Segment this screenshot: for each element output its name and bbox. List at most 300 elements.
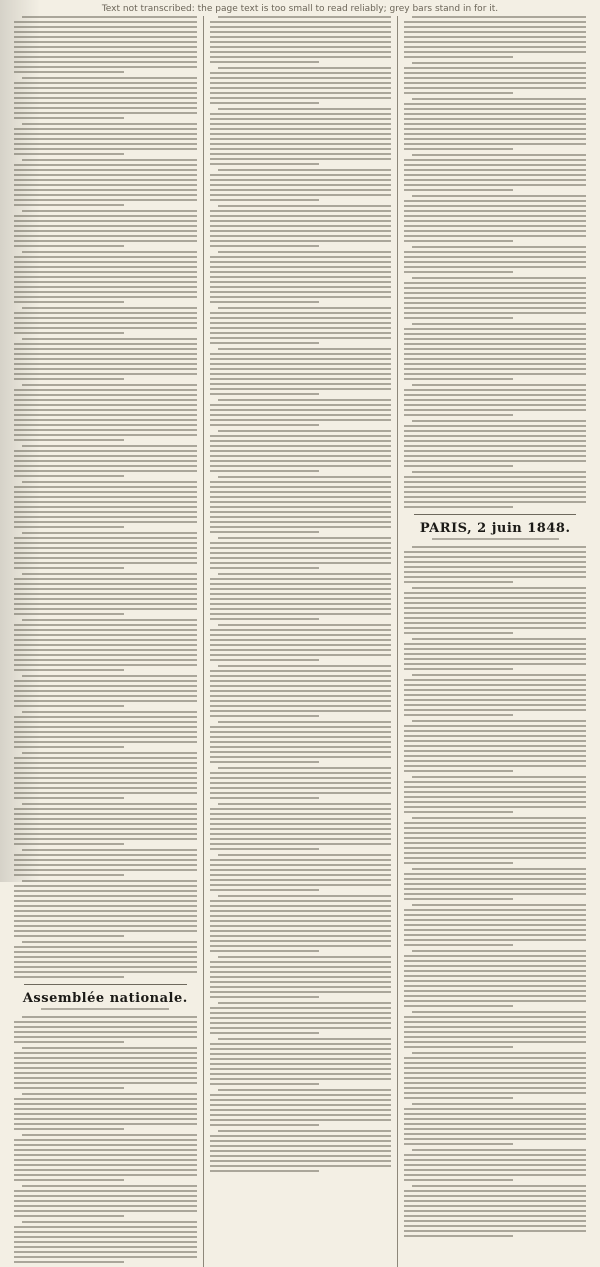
- text-block: [14, 1185, 197, 1217]
- text-line-placeholder: [14, 680, 197, 682]
- text-line-placeholder: [210, 271, 392, 273]
- text-line-placeholder: [22, 711, 197, 713]
- text-line-placeholder: [412, 246, 586, 248]
- text-block: [404, 195, 586, 242]
- text-line-placeholder: [404, 888, 586, 890]
- text-line-placeholder: [404, 862, 513, 864]
- text-line-placeholder: [210, 404, 392, 406]
- text-line-placeholder: [22, 1134, 197, 1136]
- text-line-placeholder: [14, 920, 197, 922]
- text-line-placeholder: [210, 337, 392, 339]
- text-line-placeholder: [210, 1150, 392, 1152]
- text-line-placeholder: [14, 276, 197, 278]
- section-heading-paris: PARIS, 2 juin 1848.: [419, 521, 571, 536]
- text-line-placeholder: [210, 199, 319, 201]
- text-line-placeholder: [404, 801, 586, 803]
- text-line-placeholder: [14, 854, 197, 856]
- text-line-placeholder: [210, 961, 392, 963]
- text-line-placeholder: [210, 163, 319, 165]
- text-line-placeholder: [14, 327, 197, 329]
- text-line-placeholder: [14, 41, 197, 43]
- text-line-placeholder: [14, 721, 197, 723]
- text-line-placeholder: [404, 914, 586, 916]
- text-line-placeholder: [14, 562, 197, 564]
- text-line-placeholder: [210, 813, 392, 815]
- text-line-placeholder: [404, 765, 586, 767]
- text-line-placeholder: [14, 521, 197, 523]
- text-line-placeholder: [404, 450, 586, 452]
- text-line-placeholder: [210, 1109, 392, 1111]
- text-line-placeholder: [404, 1087, 586, 1089]
- text-line-placeholder: [218, 1130, 392, 1132]
- text-block: [14, 532, 197, 569]
- text-line-placeholder: [210, 240, 392, 242]
- text-line-placeholder: [14, 578, 197, 580]
- text-line-placeholder: [404, 602, 586, 604]
- text-line-placeholder: [210, 92, 392, 94]
- text-line-placeholder: [210, 1099, 392, 1101]
- text-line-placeholder: [14, 439, 124, 441]
- text-line-placeholder: [412, 546, 586, 548]
- text-line-placeholder: [404, 287, 586, 289]
- text-line-placeholder: [210, 1048, 392, 1050]
- text-line-placeholder: [14, 496, 197, 498]
- text-line-placeholder: [14, 629, 197, 631]
- text-line-placeholder: [412, 638, 586, 640]
- text-line-placeholder: [14, 1123, 197, 1125]
- text-line-placeholder: [404, 970, 586, 972]
- text-line-placeholder: [14, 143, 197, 145]
- text-line-placeholder: [404, 1210, 586, 1212]
- text-line-placeholder: [210, 1114, 392, 1116]
- text-line-placeholder: [404, 1072, 586, 1074]
- text-line-placeholder: [404, 235, 586, 237]
- text-line-placeholder: [404, 653, 586, 655]
- text-line-placeholder: [14, 900, 197, 902]
- text-line-placeholder: [14, 378, 124, 380]
- text-line-placeholder: [210, 87, 392, 89]
- text-line-placeholder: [210, 1078, 392, 1080]
- text-block: [14, 159, 197, 206]
- text-block: [14, 1221, 197, 1263]
- text-line-placeholder: [412, 384, 586, 386]
- text-line-placeholder: [404, 302, 586, 304]
- text-line-placeholder: [210, 905, 392, 907]
- section-heading-assembly: Assemblée nationale.: [22, 991, 188, 1006]
- text-line-placeholder: [404, 261, 586, 263]
- text-line-placeholder: [404, 210, 586, 212]
- text-line-placeholder: [412, 868, 586, 870]
- text-line-placeholder: [404, 1235, 513, 1237]
- text-line-placeholder: [404, 128, 586, 130]
- text-line-placeholder: [210, 220, 392, 222]
- text-line-placeholder: [210, 690, 392, 692]
- text-block: [14, 77, 197, 119]
- text-line-placeholder: [404, 164, 586, 166]
- text-line-placeholder: [14, 1231, 197, 1233]
- text-line-placeholder: [210, 1027, 392, 1029]
- text-line-placeholder: [404, 929, 586, 931]
- text-line-placeholder: [210, 481, 392, 483]
- text-line-placeholder: [14, 261, 197, 263]
- text-line-placeholder: [210, 649, 392, 651]
- text-line-placeholder: [210, 1053, 392, 1055]
- text-line-placeholder: [404, 883, 586, 885]
- text-line-placeholder: [210, 874, 392, 876]
- text-line-placeholder: [210, 680, 392, 682]
- text-line-placeholder: [14, 404, 197, 406]
- text-line-placeholder: [210, 593, 392, 595]
- text-line-placeholder: [404, 980, 586, 982]
- text-line-placeholder: [14, 291, 197, 293]
- text-line-placeholder: [210, 552, 392, 554]
- text-line-placeholder: [210, 935, 392, 937]
- text-line-placeholder: [404, 399, 586, 401]
- text-line-placeholder: [210, 1063, 392, 1065]
- text-line-placeholder: [22, 481, 197, 483]
- text-line-placeholder: [210, 700, 392, 702]
- text-block: [210, 307, 392, 344]
- text-line-placeholder: [210, 777, 392, 779]
- text-line-placeholder: [404, 944, 513, 946]
- text-line-placeholder: [14, 174, 197, 176]
- text-line-placeholder: [404, 1031, 586, 1033]
- text-line-placeholder: [404, 1215, 586, 1217]
- text-line-placeholder: [14, 823, 197, 825]
- text-line-placeholder: [14, 1164, 197, 1166]
- text-line-placeholder: [404, 21, 586, 23]
- text-line-placeholder: [14, 486, 197, 488]
- text-line-placeholder: [210, 327, 392, 329]
- text-line-placeholder: [404, 1143, 513, 1145]
- text-line-placeholder: [14, 82, 197, 84]
- text-line-placeholder: [210, 879, 392, 881]
- text-line-placeholder: [404, 806, 586, 808]
- text-line-placeholder: [210, 97, 392, 99]
- text-block: [404, 950, 586, 1007]
- text-line-placeholder: [404, 847, 586, 849]
- text-line-placeholder: [404, 919, 586, 921]
- text-line-placeholder: [14, 859, 197, 861]
- text-line-placeholder: [210, 838, 392, 840]
- text-line-placeholder: [404, 501, 586, 503]
- text-line-placeholder: [14, 639, 197, 641]
- text-line-placeholder: [14, 199, 197, 201]
- text-line-placeholder: [14, 787, 197, 789]
- text-line-placeholder: [14, 332, 124, 334]
- text-line-placeholder: [14, 797, 124, 799]
- text-line-placeholder: [218, 854, 392, 856]
- text-line-placeholder: [404, 842, 586, 844]
- text-line-placeholder: [14, 266, 197, 268]
- text-line-placeholder: [210, 736, 392, 738]
- text-line-placeholder: [412, 420, 586, 422]
- text-line-placeholder: [404, 857, 586, 859]
- text-line-placeholder: [210, 358, 392, 360]
- text-block: [14, 384, 197, 441]
- text-line-placeholder: [22, 619, 197, 621]
- text-line-placeholder: [404, 837, 586, 839]
- text-line-placeholder: [404, 143, 586, 145]
- text-line-placeholder: [14, 608, 197, 610]
- text-line-placeholder: [404, 1159, 586, 1161]
- text-line-placeholder: [14, 976, 124, 978]
- text-line-placeholder: [404, 440, 586, 442]
- text-line-placeholder: [14, 470, 197, 472]
- text-line-placeholder: [14, 695, 197, 697]
- text-line-placeholder: [210, 373, 392, 375]
- text-line-placeholder: [14, 1179, 124, 1181]
- text-line-placeholder: [210, 41, 392, 43]
- text-line-placeholder: [22, 880, 197, 882]
- text-line-placeholder: [210, 828, 392, 830]
- text-block: [14, 803, 197, 845]
- text-line-placeholder: [218, 537, 392, 539]
- text-line-placeholder: [210, 460, 392, 462]
- text-line-placeholder: [14, 399, 197, 401]
- text-line-placeholder: [404, 358, 586, 360]
- text-line-placeholder: [404, 689, 586, 691]
- text-line-placeholder: [210, 889, 319, 891]
- text-line-placeholder: [14, 644, 197, 646]
- text-line-placeholder: [210, 450, 392, 452]
- text-line-placeholder: [404, 1205, 586, 1207]
- text-line-placeholder: [210, 174, 392, 176]
- text-line-placeholder: [404, 985, 586, 987]
- text-line-placeholder: [404, 1164, 586, 1166]
- text-line-placeholder: [14, 1169, 197, 1171]
- text-line-placeholder: [210, 823, 392, 825]
- text-line-placeholder: [14, 117, 124, 119]
- text-block: [14, 1093, 197, 1130]
- text-line-placeholder: [404, 576, 586, 578]
- text-line-placeholder: [14, 762, 197, 764]
- text-line-placeholder: [210, 578, 392, 580]
- text-line-placeholder: [210, 547, 392, 549]
- text-line-placeholder: [14, 1139, 197, 1141]
- text-line-placeholder: [210, 148, 392, 150]
- text-line-placeholder: [14, 757, 197, 759]
- text-line-placeholder: [14, 373, 197, 375]
- text-line-placeholder: [14, 460, 197, 462]
- text-line-placeholder: [210, 1145, 392, 1147]
- text-line-placeholder: [404, 679, 586, 681]
- text-block: [404, 471, 586, 508]
- text-line-placeholder: [404, 328, 586, 330]
- text-line-placeholder: [404, 1174, 586, 1176]
- text-line-placeholder: [14, 1082, 197, 1084]
- text-line-placeholder: [210, 618, 319, 620]
- text-line-placeholder: [210, 1073, 392, 1075]
- text-line-placeholder: [14, 961, 197, 963]
- text-line-placeholder: [210, 414, 392, 416]
- text-line-placeholder: [404, 704, 586, 706]
- text-line-placeholder: [210, 726, 392, 728]
- text-line-placeholder: [14, 526, 124, 528]
- text-line-placeholder: [210, 833, 392, 835]
- text-line-placeholder: [218, 399, 392, 401]
- text-line-placeholder: [218, 205, 392, 207]
- text-line-placeholder: [14, 588, 197, 590]
- text-line-placeholder: [210, 1140, 392, 1142]
- text-line-placeholder: [210, 542, 392, 544]
- text-line-placeholder: [404, 307, 586, 309]
- text-line-placeholder: [14, 915, 197, 917]
- text-line-placeholder: [404, 1190, 586, 1192]
- text-line-placeholder: [210, 562, 392, 564]
- text-line-placeholder: [22, 123, 197, 125]
- text-line-placeholder: [14, 225, 197, 227]
- text-line-placeholder: [404, 791, 586, 793]
- text-line-placeholder: [404, 725, 586, 727]
- text-line-placeholder: [14, 1128, 124, 1130]
- text-line-placeholder: [404, 699, 586, 701]
- text-line-placeholder: [14, 296, 197, 298]
- text-line-placeholder: [210, 1007, 392, 1009]
- text-line-placeholder: [412, 720, 586, 722]
- text-line-placeholder: [404, 409, 586, 411]
- text-line-placeholder: [210, 230, 392, 232]
- text-line-placeholder: [404, 506, 513, 508]
- text-line-placeholder: [210, 976, 392, 978]
- text-line-placeholder: [404, 312, 586, 314]
- text-line-placeholder: [218, 1038, 392, 1040]
- text-line-placeholder: [14, 102, 197, 104]
- text-line-placeholder: [14, 1251, 197, 1253]
- text-line-placeholder: [210, 930, 392, 932]
- text-block: [404, 638, 586, 670]
- text-line-placeholder: [14, 603, 197, 605]
- text-line-placeholder: [22, 77, 197, 79]
- text-line-placeholder: [404, 220, 586, 222]
- text-line-placeholder: [210, 133, 392, 135]
- text-line-placeholder: [404, 770, 513, 772]
- text-line-placeholder: [14, 36, 197, 38]
- text-line-placeholder: [14, 1031, 197, 1033]
- text-line-placeholder: [14, 1174, 197, 1176]
- text-block: [404, 868, 586, 900]
- text-line-placeholder: [14, 690, 197, 692]
- text-line-placeholder: [404, 740, 586, 742]
- text-line-placeholder: [218, 665, 392, 667]
- text-line-placeholder: [210, 189, 392, 191]
- text-line-placeholder: [210, 516, 392, 518]
- text-line-placeholder: [404, 832, 586, 834]
- text-line-placeholder: [210, 123, 392, 125]
- text-line-placeholder: [404, 297, 586, 299]
- text-line-placeholder: [412, 154, 586, 156]
- text-line-placeholder: [210, 731, 392, 733]
- text-line-placeholder: [404, 205, 586, 207]
- text-line-placeholder: [14, 87, 197, 89]
- text-line-placeholder: [210, 588, 392, 590]
- text-line-placeholder: [404, 87, 586, 89]
- text-line-placeholder: [404, 745, 586, 747]
- text-line-placeholder: [210, 884, 392, 886]
- text-line-placeholder: [404, 123, 586, 125]
- text-line-placeholder: [14, 1261, 124, 1263]
- text-line-placeholder: [404, 643, 586, 645]
- text-line-placeholder: [14, 659, 197, 661]
- column-3: [397, 16, 592, 1267]
- text-line-placeholder: [210, 51, 392, 53]
- text-line-placeholder: [14, 1108, 197, 1110]
- text-line-placeholder: [14, 557, 197, 559]
- text-block: [210, 430, 392, 472]
- text-line-placeholder: [210, 194, 392, 196]
- text-line-placeholder: [210, 654, 392, 656]
- text-line-placeholder: [404, 648, 586, 650]
- text-line-placeholder: [14, 869, 197, 871]
- text-line-placeholder: [14, 220, 197, 222]
- text-block: [210, 251, 392, 303]
- text-line-placeholder: [404, 1128, 586, 1130]
- text-line-placeholder: [412, 817, 586, 819]
- text-line-placeholder: [404, 684, 586, 686]
- text-line-placeholder: [404, 551, 586, 553]
- text-line-placeholder: [404, 955, 586, 957]
- text-line-placeholder: [404, 1225, 586, 1227]
- text-block: [404, 1185, 586, 1237]
- text-block: [404, 720, 586, 772]
- text-line-placeholder: [14, 664, 197, 666]
- text-line-placeholder: [404, 51, 586, 53]
- text-line-placeholder: [210, 266, 392, 268]
- text-line-placeholder: [14, 368, 197, 370]
- text-line-placeholder: [412, 1149, 586, 1151]
- text-line-placeholder: [404, 668, 513, 670]
- text-line-placeholder: [404, 82, 586, 84]
- text-line-placeholder: [210, 128, 392, 130]
- text-block: [210, 476, 392, 533]
- text-line-placeholder: [14, 1226, 197, 1228]
- text-line-placeholder: [14, 1159, 197, 1161]
- text-line-placeholder: [404, 827, 586, 829]
- text-line-placeholder: [14, 700, 197, 702]
- text-block: [404, 323, 586, 380]
- text-line-placeholder: [210, 925, 392, 927]
- text-block: [14, 752, 197, 799]
- text-line-placeholder: [14, 128, 197, 130]
- text-block: [404, 16, 586, 58]
- text-line-placeholder: [210, 950, 319, 952]
- text-line-placeholder: [404, 658, 586, 660]
- text-line-placeholder: [412, 277, 586, 279]
- text-line-placeholder: [14, 946, 197, 948]
- text-line-placeholder: [404, 822, 586, 824]
- text-line-placeholder: [14, 537, 197, 539]
- text-line-placeholder: [404, 353, 586, 355]
- text-line-placeholder: [210, 82, 392, 84]
- text-line-placeholder: [14, 409, 197, 411]
- text-line-placeholder: [210, 77, 392, 79]
- text-block: [14, 675, 197, 707]
- text-line-placeholder: [210, 1135, 392, 1137]
- text-line-placeholder: [404, 251, 586, 253]
- text-line-placeholder: [404, 1021, 586, 1023]
- text-line-placeholder: [210, 296, 392, 298]
- text-line-placeholder: [210, 470, 319, 472]
- text-block: [210, 67, 392, 104]
- text-line-placeholder: [22, 573, 197, 575]
- text-block: [210, 1002, 392, 1034]
- text-line-placeholder: [404, 435, 586, 437]
- text-line-placeholder: [14, 956, 197, 958]
- text-line-placeholder: [404, 597, 586, 599]
- text-block: [14, 307, 197, 334]
- text-line-placeholder: [210, 670, 392, 672]
- text-line-placeholder: [218, 1089, 392, 1091]
